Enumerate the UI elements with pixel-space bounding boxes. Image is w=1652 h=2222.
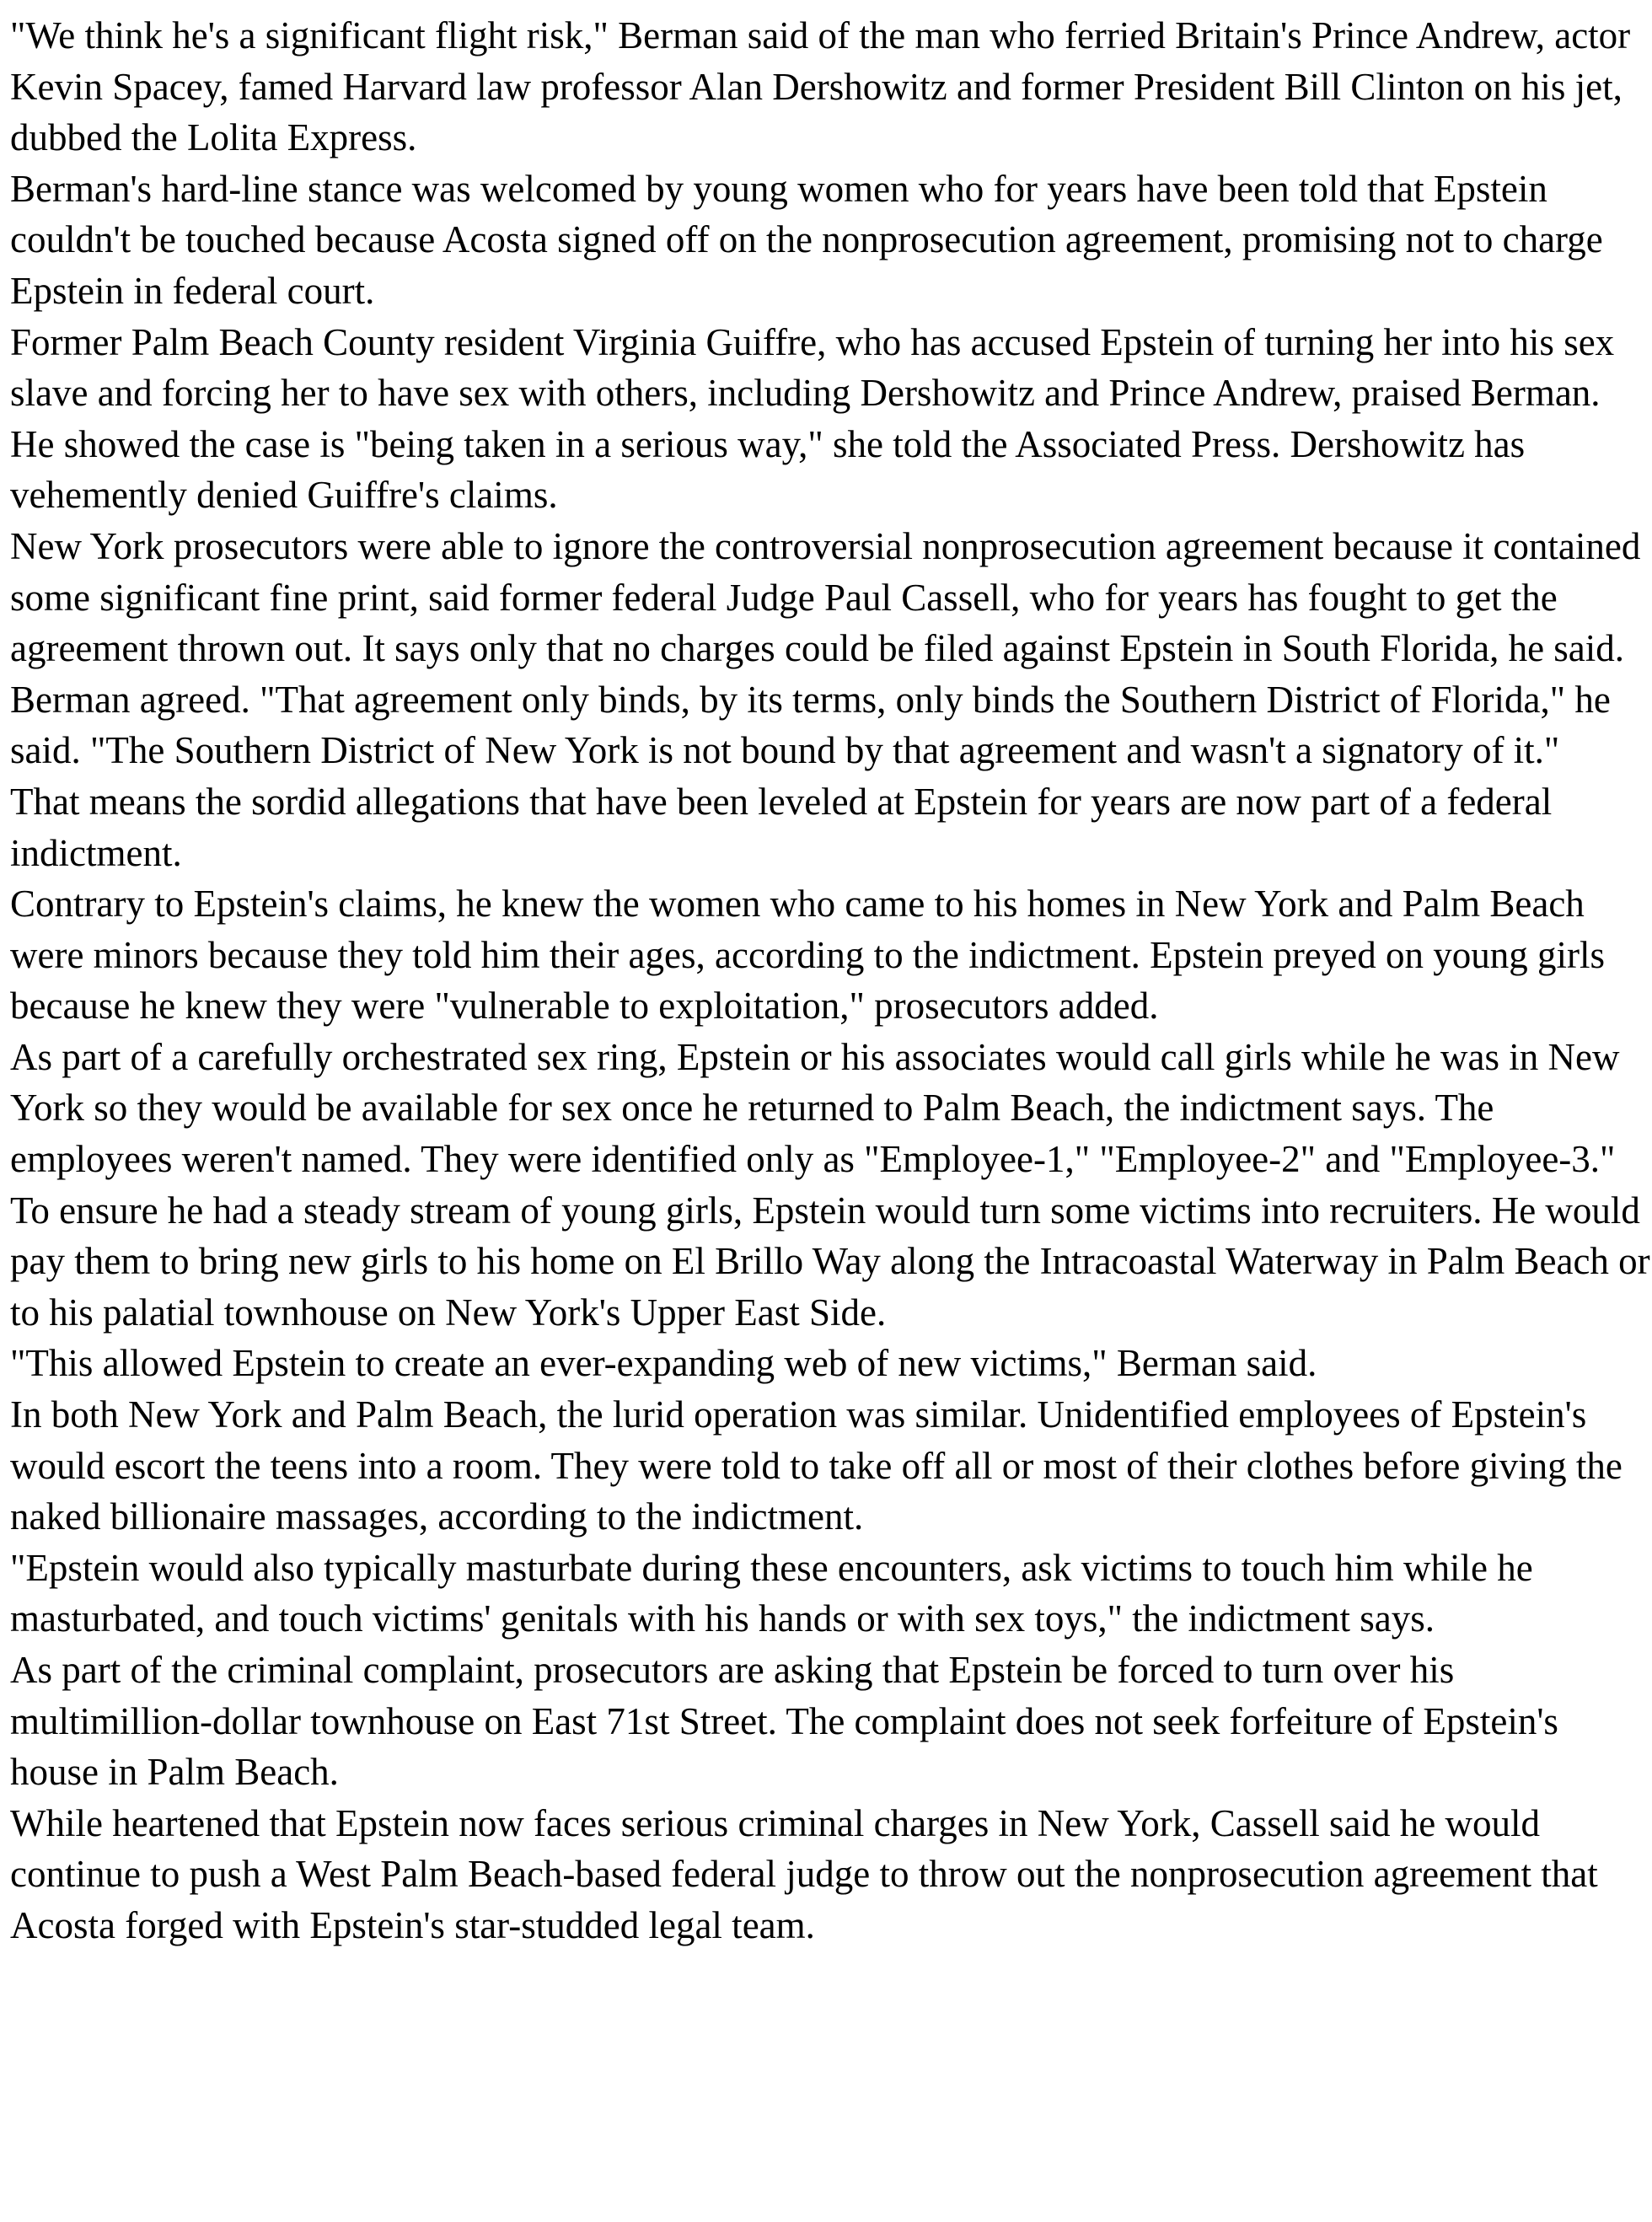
paragraph-guiffre: Former Palm Beach County resident Virginia Guiffre, who has accused Epstein of turning her into his sex slave and forcing her to have sex with others, including Dershowitz and Prince Andrew, praised Berman. He showed the case is "being taken in a serious way," she told the Associated Press. Dershowitz has vehemently denied Guiffre's claims. xyxy=(10,320,1615,517)
paragraph-federal-indictment: That means the sordid allegations that have been leveled at Epstein for years are now part of a federal indictment. xyxy=(10,780,1553,874)
paragraph-recruiters: To ensure he had a steady stream of young girls, Epstein would turn some victims into recruiters. He would pay them to bring new girls to his home on El Brillo Way along the Intracoastal Waterway in Palm Beach or to his palatial townhouse on New York's Upper East Side. xyxy=(10,1189,1650,1334)
paragraph-fine-print: New York prosecutors were able to ignore the controversial nonprosecution agreement because it contained some significant fine print, said former federal Judge Paul Cassell, who for years has fought to get the agreement thrown out. It says only that no charges could be filed against Epstein in South Florida, he said. xyxy=(10,524,1641,670)
paragraph-operation: In both New York and Palm Beach, the lurid operation was similar. Unidentified employees of Epstein's would escort the teens into a room. They were told to take off all or most of their clothes before giving the naked billionaire massages, according to the indictment. xyxy=(10,1393,1622,1538)
paragraph-cassell: While heartened that Epstein now faces serious criminal charges in New York, Cassell said he would continue to push a West Palm Beach-based federal judge to throw out the nonprosecution agreement that Acosta forged with Epstein's star-studded legal team. xyxy=(10,1801,1598,1946)
paragraph-web-of-victims: "This allowed Epstein to create an ever-expanding web of new victims," Berman said. xyxy=(10,1342,1317,1385)
paragraph-minors: Contrary to Epstein's claims, he knew the women who came to his homes in New York and Palm Beach were minors because they told him their ages, according to the indictment. Epstein preyed on young girls because he knew they were "vulnerable to exploitation," prosecutors added. xyxy=(10,883,1605,1028)
paragraph-sex-ring: As part of a carefully orchestrated sex ring, Epstein or his associates would call girls while he was in New York so they would be available for sex once he returned to Palm Beach, the indictment says. The employees weren't named. They were identified only as "Employee-1," "Employee-2" and "Employee-3." xyxy=(10,1035,1620,1181)
paragraph-indictment-quote: "Epstein would also typically masturbate during these encounters, ask victims to touch him while he masturbated, and touch victims' genitals with his hands or with sex toys," the indictment says. xyxy=(10,1546,1533,1640)
article-body xyxy=(10,10,1652,1951)
paragraph-berman-agreed: Berman agreed. "That agreement only binds, by its terms, only binds the Southern District of Florida," he said. "The Southern District of New York is not bound by that agreement and wasn't a signatory of it." xyxy=(10,678,1611,772)
paragraph-forfeiture: As part of the criminal complaint, prosecutors are asking that Epstein be forced to turn over his multimillion-dollar townhouse on East 71st Street. The complaint does not seek forfeiture of Epstein's house in Palm Beach. xyxy=(10,1649,1558,1794)
paragraph-hard-line-stance: Berman's hard-line stance was welcomed by young women who for years have been told that Epstein couldn't be touched because Acosta signed off on the nonprosecution agreement, promising not to charge Epstein in federal court. xyxy=(10,167,1603,312)
paragraph-flight-risk: "We think he's a significant flight risk," Berman said of the man who ferried Britain's Prince Andrew, actor Kevin Spacey, famed Harvard law professor Alan Dershowitz and former President Bill Clinton on his jet, dubbed the Lolita Express. xyxy=(10,14,1631,159)
